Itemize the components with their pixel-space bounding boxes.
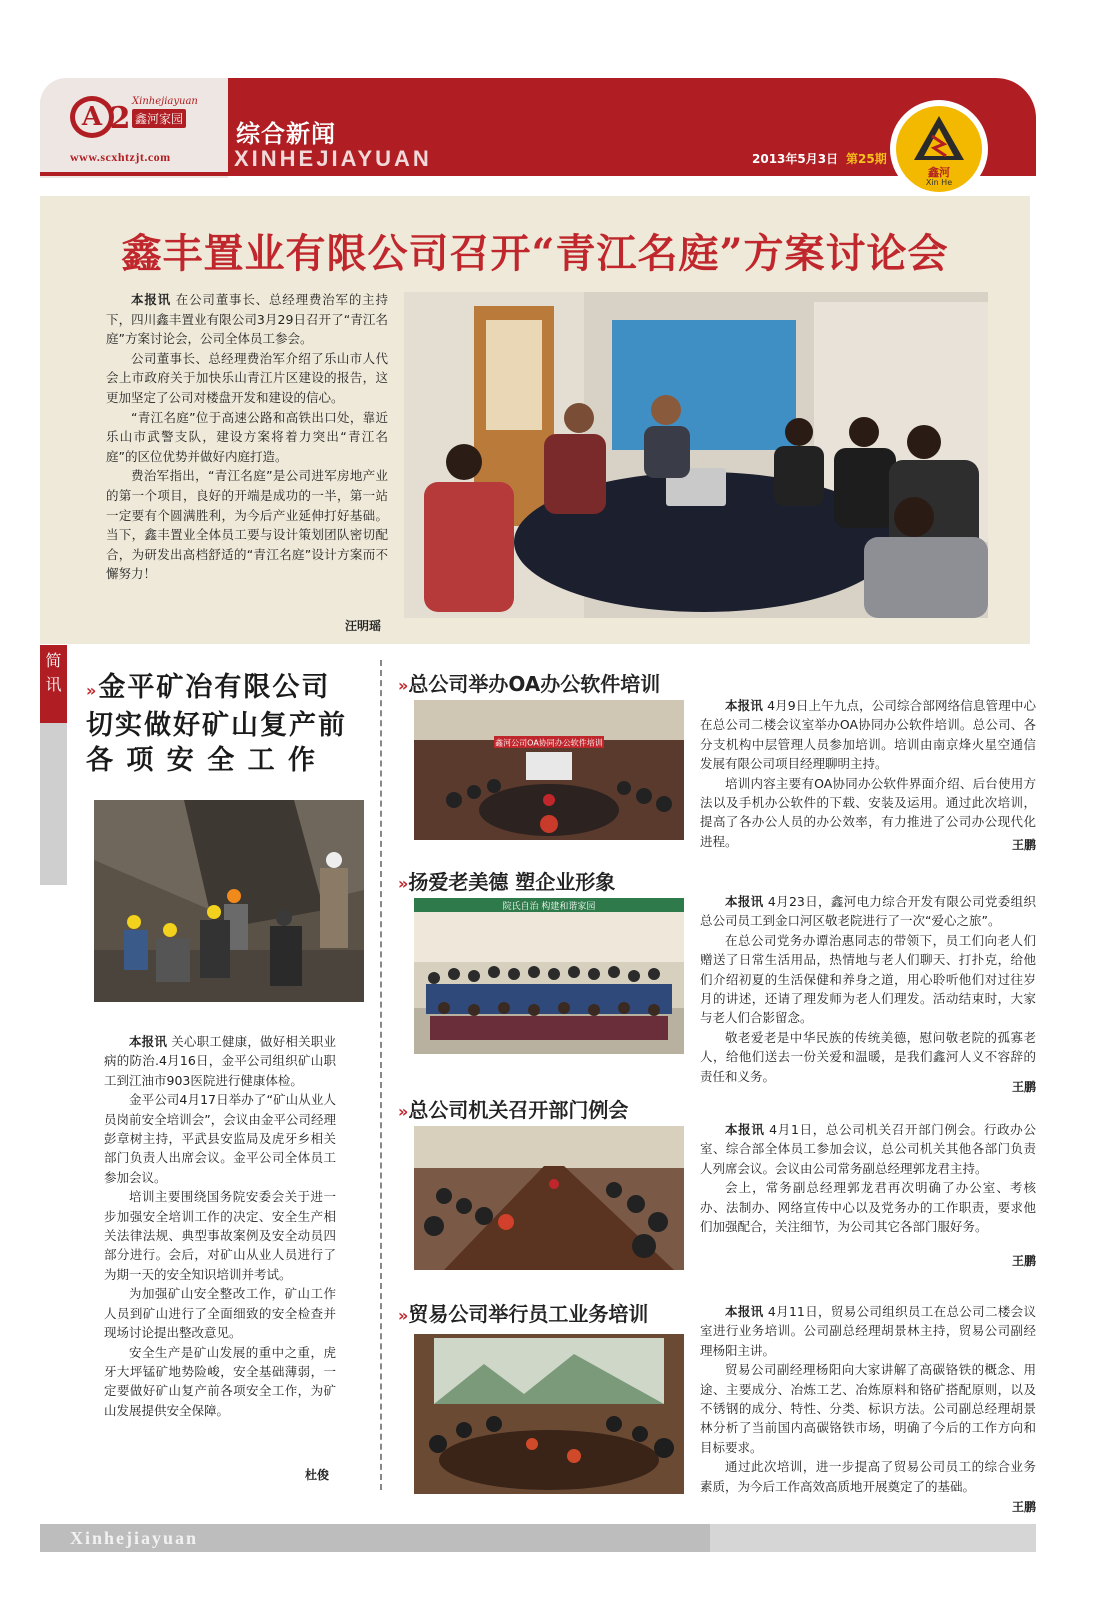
story-body-oa: 本报讯 4月9日上午九点，公司综合部网络信息管理中心在总公司二楼会议室举办OA协同办公软件培训。总公司、各分支机构中层管理人员参加培训。培训由南京烽火星空通信发展有限公司项目经理聊明主持。 培训内容主要有OA协同办公软件界面介绍、后台使用方法以及手机办公软件的下载、安装及运用。通过此次培训，提高了各办公人员的办公效率，有力推进了公司办公现代化进程。	[700, 698, 1036, 849]
svg-text:A: A	[81, 102, 103, 132]
svg-text:院氏自治 构建和谐家园: 院氏自治 构建和谐家园	[502, 902, 596, 912]
issue-number: 第25期	[846, 152, 887, 166]
footer-bar	[40, 1524, 1036, 1552]
lead-paragraph: 费治军指出，“青江名庭”是公司进军房地产业的第一个项目，良好的开端是成功的一半，第一站一定要有个圆满胜利，为今后产业延伸打好基础。当下，鑫丰置业全体员工要与设计策划团队密切配合，为研发出高档舒适的“青江名庭”设计方案而不懈努力！	[106, 468, 388, 582]
brief-label: 简讯	[40, 645, 67, 723]
story-author: 王鹏	[1012, 1254, 1037, 1268]
chevron-right-icon: »	[398, 1102, 409, 1121]
lead-paragraph: 公司董事长、总经理费治军介绍了乐山市人代会上市政府关于加快乐山青江片区建设的报告，这更加坚定了公司对楼盘开发和建设的信心。	[106, 350, 388, 405]
story-author: 王鹏	[1012, 1500, 1037, 1514]
site-url[interactable]: www.scxhtzjt.com	[70, 150, 171, 164]
elderly-visit-photo	[414, 898, 684, 1054]
dept-meeting-photo	[414, 1126, 684, 1270]
brief-tag	[40, 645, 67, 885]
lead-title: 鑫丰置业有限公司召开“青江名庭”方案讨论会	[121, 230, 949, 277]
masthead	[40, 78, 1036, 187]
mine-safety-photo	[94, 800, 364, 1002]
badge-pinyin: Xin He	[925, 178, 953, 187]
issue-date: 2013年5月3日	[752, 152, 839, 166]
story-title-elderly: »扬爱老美德 塑企业形象	[398, 870, 616, 894]
lead-article	[40, 196, 1030, 644]
masthead-logo-panel	[40, 78, 228, 178]
lead-label: 本报讯	[131, 292, 171, 307]
trade-training-photo	[414, 1334, 684, 1494]
lead-body	[106, 290, 388, 584]
xinhe-badge	[890, 100, 988, 198]
headline-line: »金平矿冶有限公司	[86, 672, 331, 703]
chevron-right-icon: »	[86, 681, 99, 700]
svg-text:鑫河公司OA协同办公软件培训: 鑫河公司OA协同办公软件培训	[495, 738, 603, 748]
story-body-elderly: 本报讯 4月23日，鑫河电力综合开发有限公司党委组织总公司员工到金口河区敬老院进行了一次“爱心之旅”。 在总公司党务办谭治惠同志的带领下，员工们向老人们赠送了日常生活用品，热情地与老人们聊天、打扑克，给他们介绍初夏的生活保健和养身之道，用心聆听他们对过往岁月的讲述，还请了理发师为老人们理发。活动结束时，大家与老人们合影留念。 敬老爱老是中华民族的传统美德，慰问敬老院的孤寡老人，给他们送去一份关爱和温暖，是我们鑫河人义不容辞的责任和义务。	[700, 894, 1036, 1084]
lead-paragraph: “青江名庭”位于高速公路和高铁出口处，靠近乐山市武警支队，建设方案将着力突出“青江名庭”的区位优势并做好内庭打造。	[106, 409, 388, 464]
headline-line: 切实做好矿山复产前	[86, 710, 347, 741]
left-story-headline	[86, 670, 358, 778]
left-paragraph: 金平公司4月17日举办了“矿山从业人员岗前安全培训会”，会议由金平公司经理彭章树主持，平武县安监局及虎牙乡相关部门负责人出席会议。金平公司全体员工参加会议。	[104, 1092, 336, 1185]
headline-line: 各 项 安 全 工 作	[86, 745, 317, 776]
logo-pinyin: Xinhejiayuan	[132, 96, 198, 107]
left-paragraph: 本报讯 关心职工健康，做好相关职业病的防治.4月16日，金平公司组织矿山职工到江油市903医院进行健康体检。	[104, 1034, 336, 1088]
story-title-dept-meeting: »总公司机关召开部门例会	[398, 1098, 629, 1122]
left-author: 杜俊	[305, 1468, 330, 1482]
left-paragraph: 为加强矿山安全整改工作，矿山工作人员到矿山进行了全面细致的安全检查并现场讨论提出整改意见。	[104, 1286, 336, 1341]
svg-text:2: 2	[109, 101, 131, 136]
story-author: 王鹏	[1012, 838, 1037, 852]
masthead-rule	[40, 172, 1036, 176]
left-paragraph: 安全生产是矿山发展的重中之重，虎牙大坪锰矿地势险峻，安全基础薄弱，一定要做好矿山复产前各项安全工作，为矿山发展提供安全保障。	[104, 1344, 336, 1418]
story-author: 王鹏	[1012, 1080, 1037, 1094]
left-story-body	[104, 1032, 336, 1420]
footer-text: Xinhejiayuan	[70, 1528, 199, 1548]
story-title-oa: »总公司举办OA办公软件培训	[398, 672, 661, 696]
story-title-trade-training: »贸易公司举行员工业务培训	[398, 1302, 649, 1326]
lead-author: 汪明瑶	[345, 619, 382, 633]
column-divider	[380, 660, 382, 1490]
logo-name: 鑫河家园	[132, 109, 186, 128]
left-paragraph: 培训主要围绕国务院安委会关于进一步加强安全培训工作的决定、安全生产相关法律法规、典型事故案例及安全动员四部分进行。会后，对矿山从业人员进行了为期一天的安全知识培训并考试。	[104, 1189, 336, 1282]
oa-training-photo	[414, 700, 684, 840]
meeting-photo	[404, 292, 988, 618]
chevron-right-icon: »	[398, 1306, 409, 1325]
lead-paragraph: 本报讯 在公司董事长、总经理费治军的主持下，四川鑫丰置业有限公司3月29日召开了“青江名庭”方案讨论会，公司全体员工参会。	[106, 292, 388, 347]
story-body-trade-training: 本报讯 4月11日，贸易公司组织员工在总公司二楼会议室进行业务培训。公司副总经理胡景林主持，贸易公司副经理杨阳主讲。 贸易公司副经理杨阳向大家讲解了高碳铬铁的概念、用途、主要成分、冶炼工艺、冶炼原料和铬矿搭配原则，以及不锈钢的成分、特性、分类、标识方法。公司副总经理胡景林分析了当前国内高碳铬铁市场，明确了今后的工作方向和目标要求。 通过此次培训，进一步提高了贸易公司员工的综合业务素质，为今后工作高效高质地开展奠定了的基础。	[700, 1304, 1036, 1494]
section-pinyin: XINHEJIAYUAN	[234, 146, 432, 171]
chevron-right-icon: »	[398, 874, 409, 893]
chevron-right-icon: »	[398, 676, 409, 695]
section-title: 综合新闻	[236, 120, 336, 148]
a2-logo-icon	[68, 92, 132, 142]
badge-name: 鑫河	[928, 166, 950, 179]
story-body-dept-meeting: 本报讯 4月1日，总公司机关召开部门例会。行政办公室、综合部全体员工参加会议，总公司机关其他各部门负责人列席会议。会议由公司常务副总经理郭龙君主持。 会上，常务副总经理郭龙君再次明确了办公室、考核办、法制办、网络宣传中心以及党务办的工作职责，要求他们加强配合，关注细节，为公司其它各部门服好务。	[700, 1122, 1036, 1235]
